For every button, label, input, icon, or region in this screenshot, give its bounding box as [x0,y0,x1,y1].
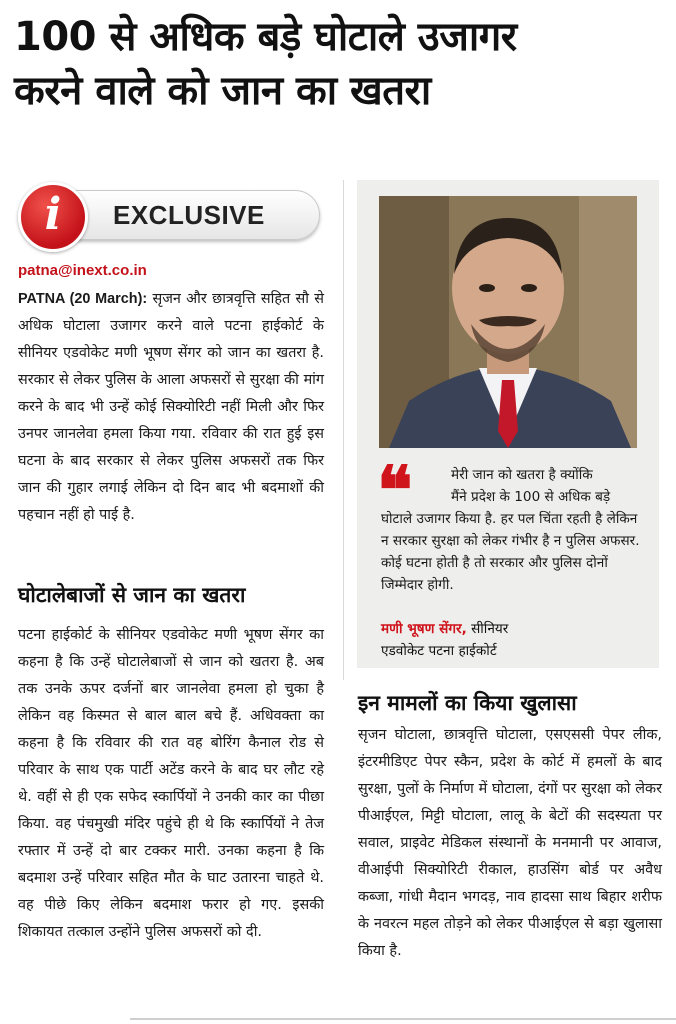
exclusive-label: EXCLUSIVE [113,200,265,230]
quote-line-1: मेरी जान को खतरा है क्योंकि [451,467,593,483]
section-heading-disclosures: इन मामलों का किया खुलासा [358,691,577,715]
section-paragraph-disclosures: सृजन घोटाला, छात्रवृत्ति घोटाला, एसएससी पेपर लीक, इंटरमीडिएट पेपर स्कैन, प्रदेश के कोर्ट में हमलों के बाद सुरक्षा, पुलों के निर्माण में घोटाला, दंगों पर सुरक्षा को लेकर पीआईएल, मिट्टी घोटाला, लालू के बेटों की सदस्यता पर सवाल, प्राइवेट मेडिकल संस्थानों के मनमानी पर आवाज, वीआईपी सिक्योरिटी रीकाल, हाउसिंग बोर्ड पर अवैध कब्जा, गांधी मैदान भगदड़, नाव हादसा साथ बिहार शरीफ के नवरत्न महल तोड़ने को लेकर पीआईएल से बड़ा खुलासा किया है. [358,727,662,959]
quote-mark-icon: ❝ [377,451,413,529]
quote-line-2: मैंने प्रदेश के 100 से अधिक बड़े [451,489,611,505]
quote-text [381,464,643,596]
exclusive-badge [18,182,320,246]
column-divider [343,180,344,680]
section-heading-threat: घोटालेबाजों से जान का खतरा [18,583,246,607]
portrait-illustration [379,196,637,448]
headline-line-1: 100 से अधिक बड़े घोटाले उजागर [14,14,517,60]
intro-text: सृजन और छात्रवृत्ति सहित सौ से अधिक घोटाला उजागर करने वाले पटना हाईकोर्ट के सीनियर एडवोकेट मणी भूषण सेंगर को जान का खतरा है. सरकार से लेकर पुलिस के आला अफसरों से सुरक्षा की मांग करने के बाद भी उन्हें कोई सिक्योरिटी नहीं मिली और फिर उनपर जानलेवा हमला किया गया. रविवार की रात हुई इस घटना के बाद सरकार से लेकर पुलिस अफसरों तक फिर जान की गुहार लगाई लेकिन दो दिन बाद भी बदमाशों की पहचान नहीं हो पाई है. [18,291,324,523]
info-icon-letter: i [44,189,62,240]
quote-speaker-title-2: एडवोकेट पटना हाईकोर्ट [381,643,497,659]
intro-paragraph [18,286,324,578]
headline-line-2: करने वाले को जान का खतरा [14,68,431,114]
section-paragraph-threat: पटना हाईकोर्ट के सीनियर एडवोकेट मणी भूषण सेंगर का कहना है कि उन्हें घोटालेबाजों से जान को खतरा है. अब तक उनके ऊपर दर्जनों बार जानलेवा हमला हो चुका है लेकिन वह किस्मत से बाल बाल बचे हैं. अधिवक्ता का कहना है कि रविवार की रात वह बोरिंग कैनाल रोड से परिवार के साथ एक पार्टी अटेंड करने के बाद घर लौट रहे थे. वहीं से ही एक सफेद स्कार्पियों ने उनकी कार का पीछा किया. वह पंचमुखी मंदिर पहुंचे ही थे कि स्कार्पियों ने तेज रफ्तार में उन्हें दो बार टक्कर मारी. उनका कहना है कि बदमाश उन्हें परिवार सहित मौत के घाट उतारना चाहते थे. वह पीछे किए लेकिन बदमाश फरार हो गए. इसकी शिकायत तत्काल उन्होंने पुलिस अफसरों को दी. [18,627,324,940]
quote-attribution [381,618,643,662]
bottom-rule [130,1018,676,1020]
headline [14,10,664,118]
portrait-photo [379,196,637,448]
quote-rest: घोटाले उजागर किया है. हर पल चिंता रहती है लेकिन न सरकार सुरक्षा को लेकर गंभीर है न पुलिस अफसर. कोई घटना होती है तो सरकार और पुलिस दोनों जिम्मेदार होगी. [381,511,640,593]
info-icon [18,182,88,252]
reporter-email[interactable]: patna@inext.co.in [18,262,147,279]
quote-speaker-name: मणी भूषण सेंगर, [381,621,467,637]
quote-box [357,180,659,668]
quote-speaker-title-1: सीनियर [466,621,509,637]
dateline: PATNA (20 March): [18,291,148,307]
